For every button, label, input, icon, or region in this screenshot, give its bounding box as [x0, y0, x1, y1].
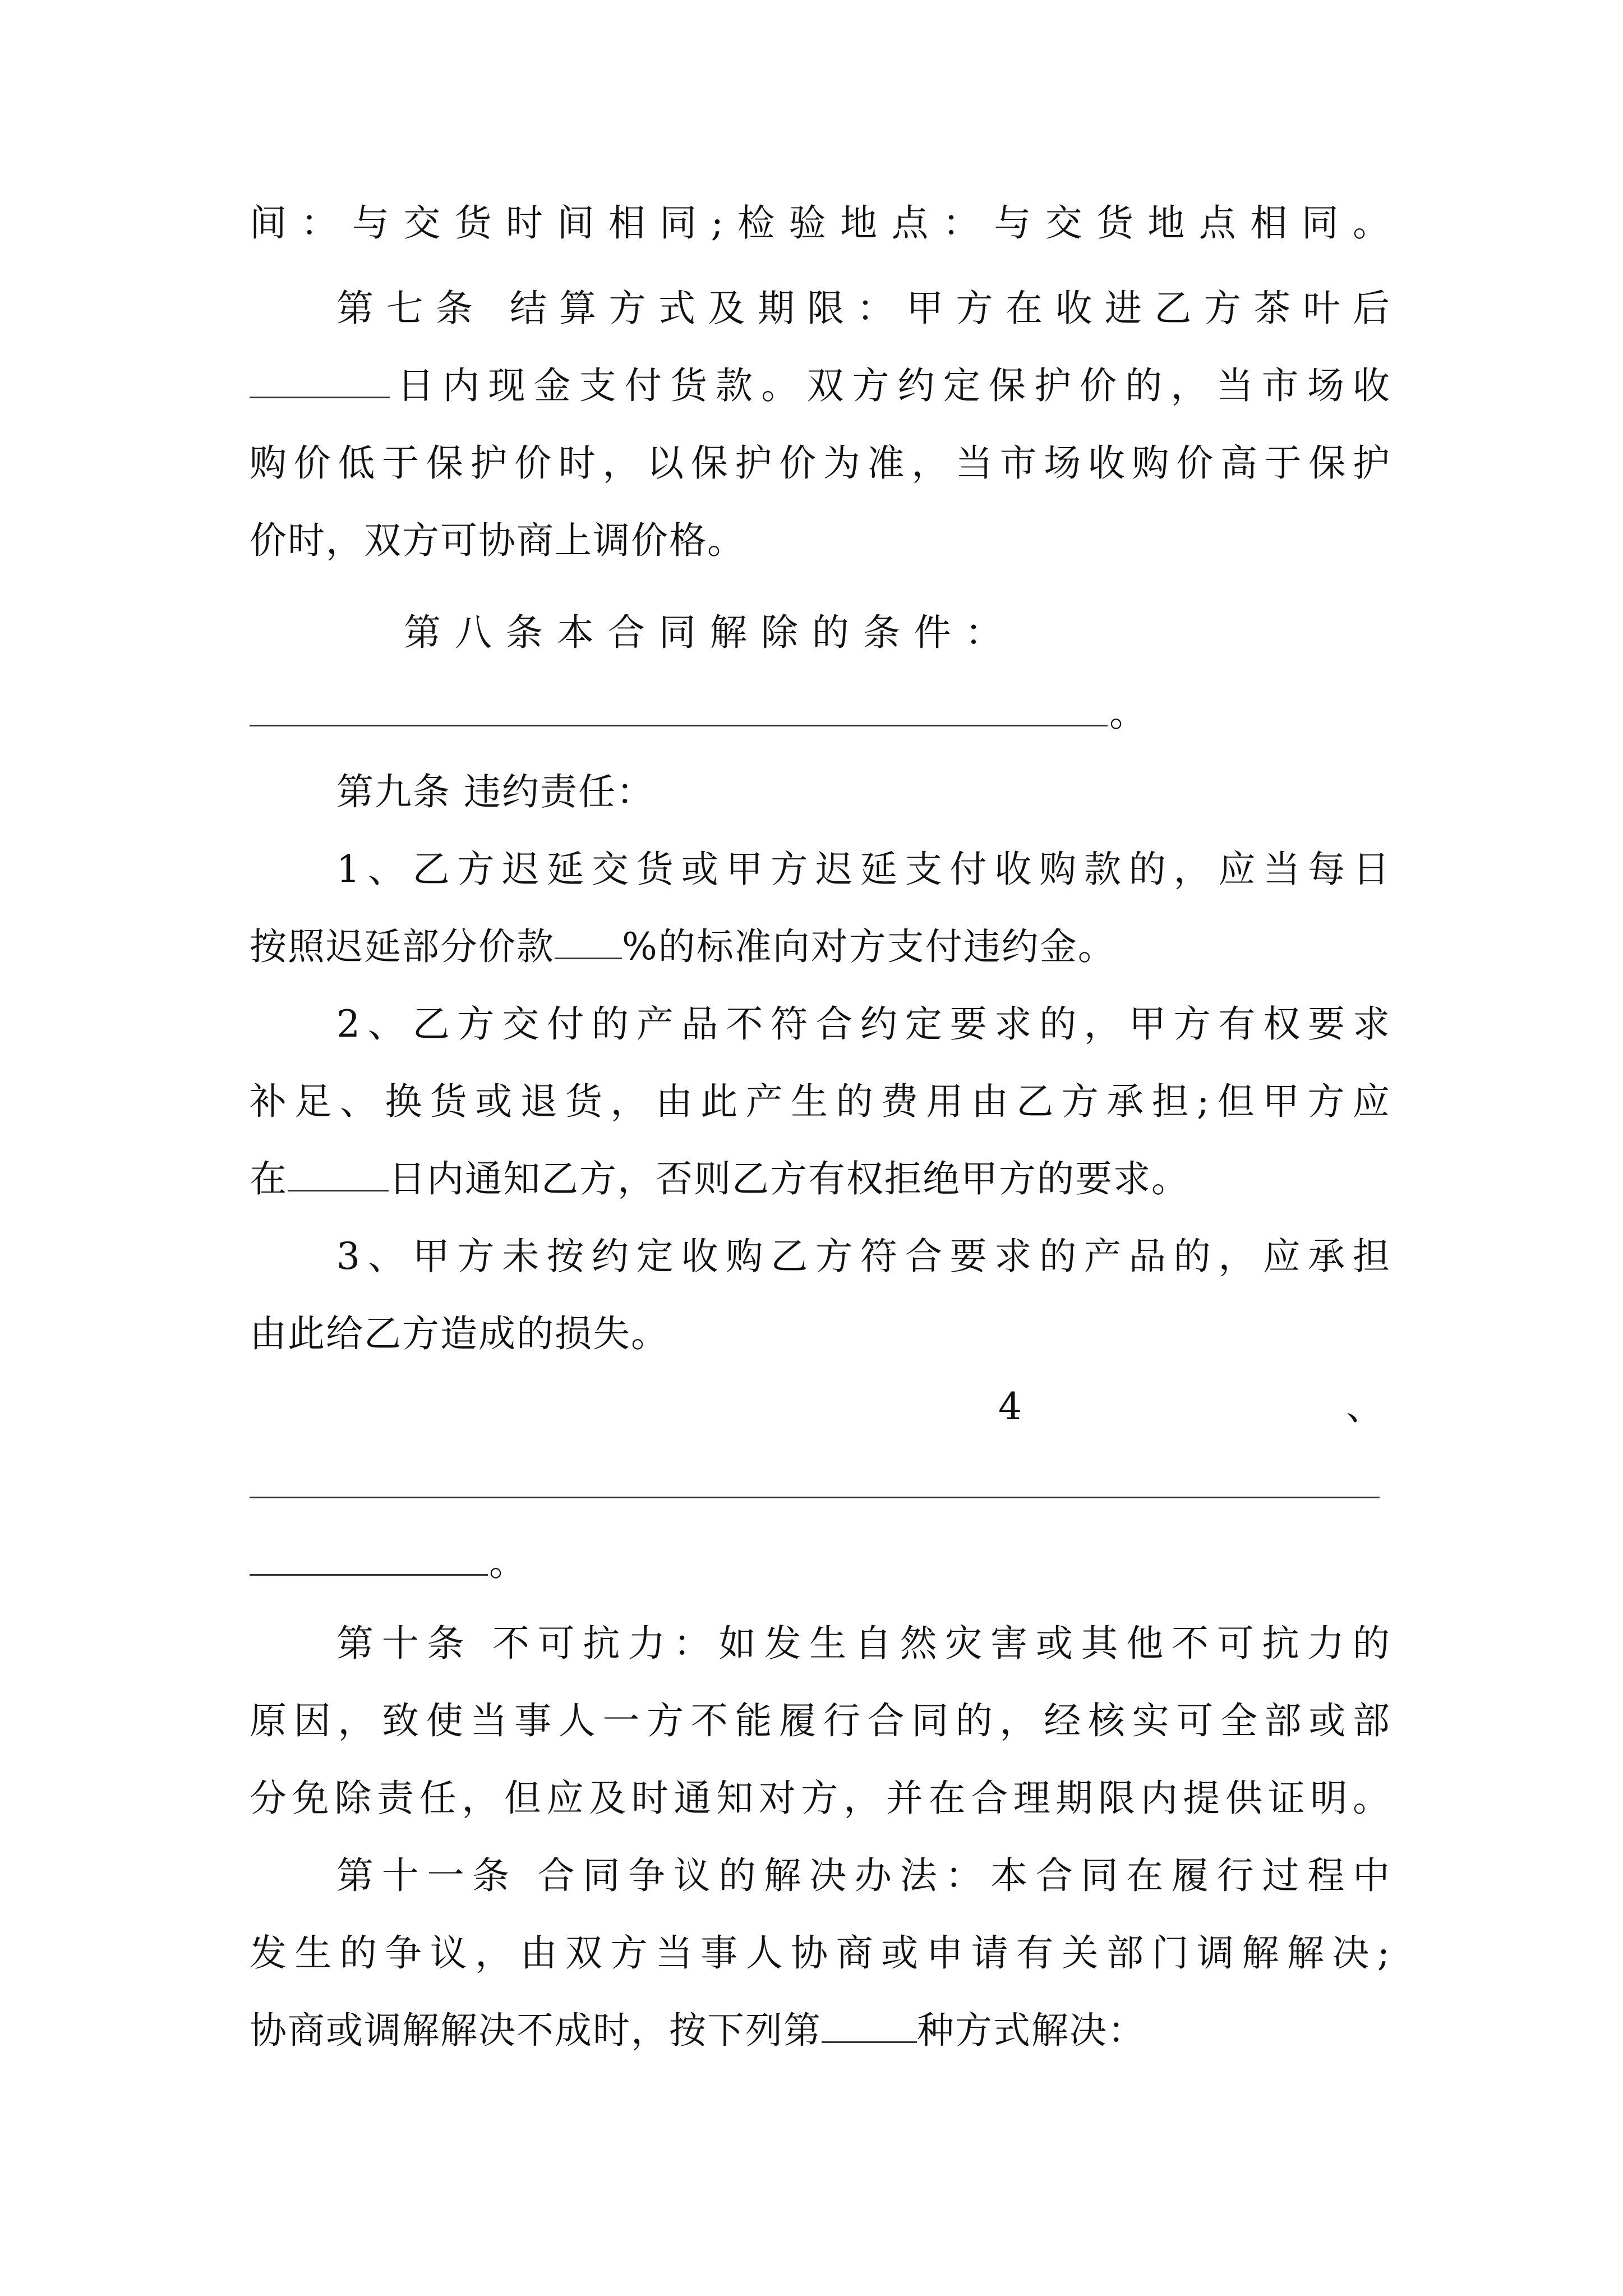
text-line: 按照迟延部分价款 %的标准向对方支付违约金。 [250, 919, 1391, 975]
text-line: 由此给乙方造成的损失。 [250, 1312, 669, 1355]
fill-in-blank [250, 1497, 1380, 1498]
text-line: 原因，致使当事人一方不能履行合同的，经核实可全部或部 [250, 1699, 1391, 1742]
text-line: 1、乙方迟延交货或甲方迟延支付收购款的，应当每日 [336, 848, 1391, 891]
text-line: 在 日内通知乙方，否则乙方有权拒绝甲方的要求。 [250, 1151, 1391, 1207]
fill-in-blank [250, 1574, 488, 1576]
text-line: 3、甲方未按约定收购乙方符合要求的产品的，应承担 [336, 1235, 1391, 1278]
article-9-heading: 第九条 违约责任： [336, 770, 654, 813]
text-line: 补足、换货或退货，由此产生的费用由乙方承担;但甲方应 [250, 1080, 1391, 1123]
article-7-heading: 第七条 结算方式及期限：甲方在收进乙方茶叶后 [336, 287, 1391, 330]
fill-in-blank [288, 1153, 389, 1191]
text-line: 协商或调解解决不成时，按下列第 种方式解决： [250, 2003, 1391, 2059]
text-line: 购价低于保护价时，以保护价为准，当市场收购价高于保护 [250, 441, 1391, 485]
fill-in-blank [822, 2004, 917, 2043]
text-line: 价时，双方可协商上调价格。 [250, 519, 745, 562]
fill-in-blank [555, 921, 622, 959]
text-line: 发生的争议，由双方当事人协商或申请有关部门调解解决; [250, 1931, 1391, 1975]
item-number: 4 [998, 1385, 1022, 1428]
article-8-heading: 第 八 条 本 合 同 解 除 的 条 件 ： [404, 611, 1003, 654]
text-line: 日内现金支付货款。双方约定保护价的，当市场收 [250, 358, 1391, 414]
text-line: 分免除责任，但应及时通知对方，并在合理期限内提供证明。 [250, 1777, 1391, 1820]
text-line: 。 [489, 1541, 526, 1584]
text-line: 2、乙方交付的产品不符合约定要求的，甲方有权要求 [336, 1002, 1391, 1046]
fill-in-blank [250, 725, 1108, 726]
text-line: 。 [1109, 692, 1146, 735]
article-11-heading: 第十一条 合同争议的解决办法：本合同在履行过程中 [336, 1854, 1391, 1897]
text-line: 间：与交货时间相同;检验地点：与交货地点相同。 [250, 201, 1391, 245]
text-line: 、 [1346, 1385, 1383, 1428]
article-10-heading: 第十条 不可抗力：如发生自然灾害或其他不可抗力的 [336, 1622, 1391, 1665]
fill-in-blank [250, 360, 390, 398]
